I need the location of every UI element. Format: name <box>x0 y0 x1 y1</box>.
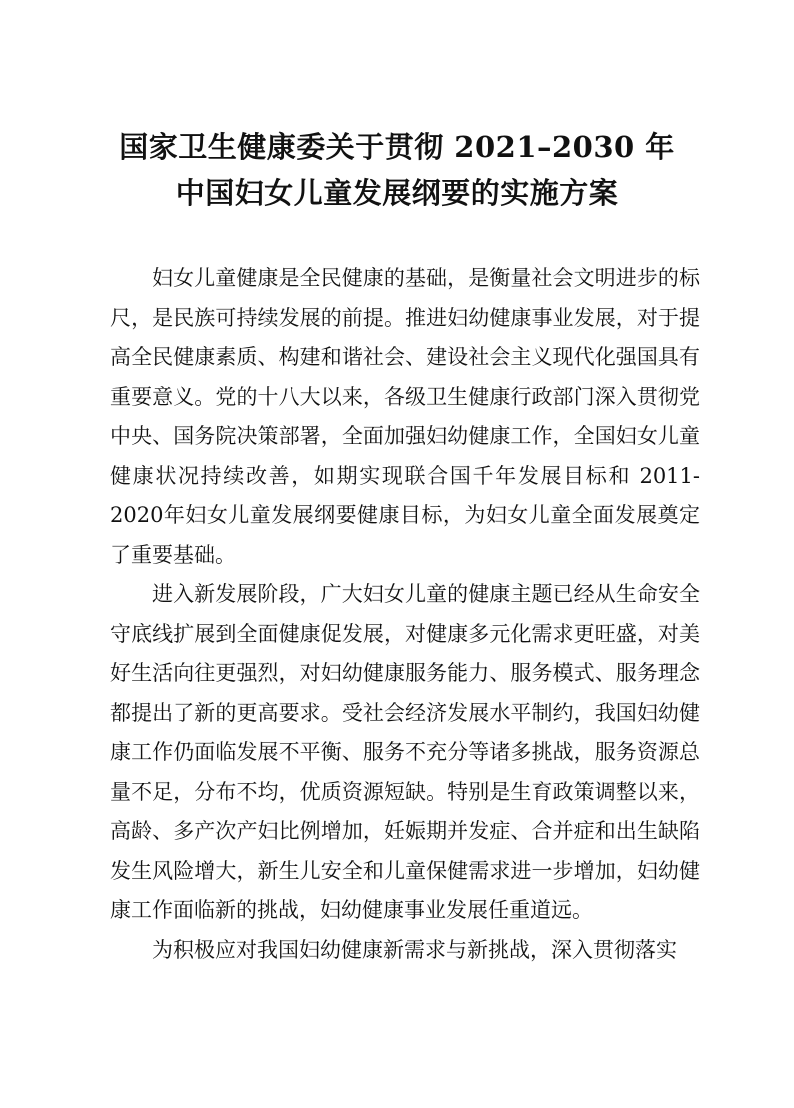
document-body <box>110 259 700 970</box>
paragraph-2: 进入新发展阶段，广大妇女儿童的健康主题已经从生命安全守底线扩展到全面健康促发展，对健康多元化需求更旺盛，对美好生活向往更强烈，对妇幼健康服务能力、服务模式、服务理念都提出了新的更高要求。受社会经济发展水平制约，我国妇幼健康工作仍面临发展不平衡、服务不充分等诸多挑战，服务资源总量不足，分布不均，优质资源短缺。特别是生育政策调整以来，高龄、多产次产妇比例增加，妊娠期并发症、合并症和出生缺陷发生风险增大，新生儿安全和儿童保健需求进一步增加，妇幼健康工作面临新的挑战，妇幼健康事业发展任重道远。 <box>110 582 700 922</box>
paragraph-1: 妇女儿童健康是全民健康的基础，是衡量社会文明进步的标尺，是民族可持续发展的前提。推进妇幼健康事业发展，对于提高全民健康素质、构建和谐社会、建设社会主义现代化强国具有重要意义。党的十八大以来，各级卫生健康行政部门深入贯彻党中央、国务院决策部署，全面加强妇幼健康工作，全国妇女儿童健康状况持续改善，如期实现联合国千年发展目标和 2011-2020年妇女儿童发展纲要健康目标，为妇女儿童全面发展奠定了重要基础。 <box>110 266 700 567</box>
paragraph-3: 为积极应对我国妇幼健康新需求与新挑战，深入贯彻落实 <box>152 937 677 962</box>
document-title-line-2: 中国妇女儿童发展纲要的实施方案 <box>175 176 619 210</box>
document-title-line-1: 国家卫生健康委关于贯彻 2021–2030 年 <box>119 130 675 164</box>
